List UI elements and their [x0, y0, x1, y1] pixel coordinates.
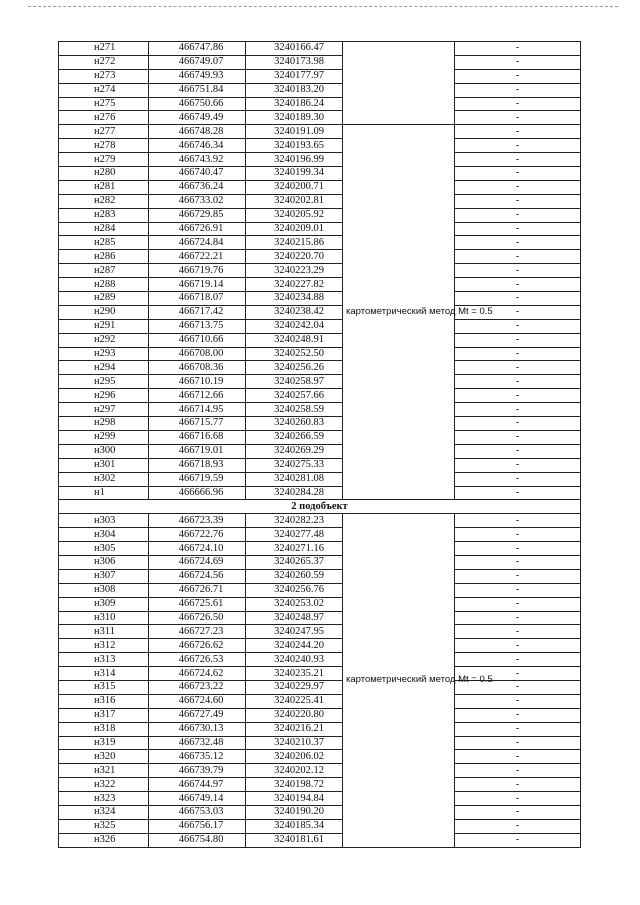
x-coordinate-cell: 466749.14 — [149, 792, 246, 806]
y-coordinate-cell: 3240209.01 — [246, 222, 343, 236]
note-dash-cell: - — [455, 708, 581, 722]
note-dash-cell: - — [455, 236, 581, 250]
point-id-cell: н282 — [59, 194, 149, 208]
x-coordinate-cell: 466750.66 — [149, 97, 246, 111]
x-coordinate-cell: 466754.80 — [149, 833, 246, 847]
x-coordinate-cell: 466724.10 — [149, 542, 246, 556]
point-id-cell: н306 — [59, 555, 149, 569]
table-row — [59, 792, 581, 806]
point-id-cell: н320 — [59, 750, 149, 764]
y-coordinate-cell: 3240191.09 — [246, 125, 343, 139]
point-id-cell: н312 — [59, 639, 149, 653]
note-dash-cell: - — [455, 180, 581, 194]
y-coordinate-cell: 3240253.02 — [246, 597, 343, 611]
point-id-cell: н324 — [59, 805, 149, 819]
point-id-cell: н299 — [59, 430, 149, 444]
method-cell-empty — [343, 42, 455, 125]
x-coordinate-cell: 466735.12 — [149, 750, 246, 764]
table-row — [59, 417, 581, 431]
y-coordinate-cell: 3240266.59 — [246, 430, 343, 444]
y-coordinate-cell: 3240277.48 — [246, 528, 343, 542]
table-row — [59, 111, 581, 125]
note-dash-cell: - — [455, 250, 581, 264]
table-row — [59, 403, 581, 417]
note-dash-cell: - — [455, 778, 581, 792]
x-coordinate-cell: 466748.28 — [149, 125, 246, 139]
note-dash-cell: - — [455, 153, 581, 167]
point-id-cell: н309 — [59, 597, 149, 611]
y-coordinate-cell: 3240234.88 — [246, 292, 343, 306]
y-coordinate-cell: 3240202.12 — [246, 764, 343, 778]
point-id-cell: н288 — [59, 278, 149, 292]
y-coordinate-cell: 3240200.71 — [246, 180, 343, 194]
table-row — [59, 153, 581, 167]
x-coordinate-cell: 466740.47 — [149, 167, 246, 181]
x-coordinate-cell: 466743.92 — [149, 153, 246, 167]
note-dash-cell: - — [455, 264, 581, 278]
method-cell: картометрический метод Mt = 0.5 — [343, 514, 455, 847]
y-coordinate-cell: 3240194.84 — [246, 792, 343, 806]
note-dash-cell: - — [455, 597, 581, 611]
y-coordinate-cell: 3240223.29 — [246, 264, 343, 278]
point-id-cell: н307 — [59, 569, 149, 583]
note-dash-cell: - — [455, 194, 581, 208]
x-coordinate-cell: 466724.84 — [149, 236, 246, 250]
table-row — [59, 528, 581, 542]
x-coordinate-cell: 466717.42 — [149, 305, 246, 319]
note-dash-cell: - — [455, 278, 581, 292]
point-id-cell: н292 — [59, 333, 149, 347]
y-coordinate-cell: 3240260.59 — [246, 569, 343, 583]
point-id-cell: н286 — [59, 250, 149, 264]
note-dash-cell: - — [455, 83, 581, 97]
x-coordinate-cell: 466713.75 — [149, 319, 246, 333]
table-row — [59, 55, 581, 69]
table-row — [59, 778, 581, 792]
note-dash-cell: - — [455, 805, 581, 819]
table-row — [59, 514, 581, 528]
note-dash-cell: - — [455, 222, 581, 236]
point-id-cell: н317 — [59, 708, 149, 722]
x-coordinate-cell: 466747.86 — [149, 42, 246, 56]
y-coordinate-cell: 3240190.20 — [246, 805, 343, 819]
point-id-cell: н322 — [59, 778, 149, 792]
subobject-title: 2 подобъект — [59, 500, 581, 514]
point-id-cell: н318 — [59, 722, 149, 736]
table-row — [59, 597, 581, 611]
point-id-cell: н305 — [59, 542, 149, 556]
note-dash-cell: - — [455, 97, 581, 111]
y-coordinate-cell: 3240244.20 — [246, 639, 343, 653]
y-coordinate-cell: 3240258.59 — [246, 403, 343, 417]
note-dash-cell: - — [455, 125, 581, 139]
table-row — [59, 750, 581, 764]
point-id-cell: н287 — [59, 264, 149, 278]
point-id-cell: н281 — [59, 180, 149, 194]
y-coordinate-cell: 3240210.37 — [246, 736, 343, 750]
y-coordinate-cell: 3240281.08 — [246, 472, 343, 486]
note-dash-cell: - — [455, 611, 581, 625]
note-dash-cell: - — [455, 722, 581, 736]
note-dash-cell: - — [455, 69, 581, 83]
note-dash-cell: - — [455, 625, 581, 639]
point-id-cell: н321 — [59, 764, 149, 778]
note-dash-cell: - — [455, 680, 581, 694]
x-coordinate-cell: 466753.03 — [149, 805, 246, 819]
x-coordinate-cell: 466719.01 — [149, 444, 246, 458]
note-dash-cell: - — [455, 833, 581, 847]
x-coordinate-cell: 466725.61 — [149, 597, 246, 611]
table-row — [59, 319, 581, 333]
note-dash-cell: - — [455, 486, 581, 500]
point-id-cell: н298 — [59, 417, 149, 431]
x-coordinate-cell: 466733.02 — [149, 194, 246, 208]
note-dash-cell: - — [455, 375, 581, 389]
y-coordinate-cell: 3240248.91 — [246, 333, 343, 347]
table-row — [59, 97, 581, 111]
note-dash-cell: - — [455, 792, 581, 806]
x-coordinate-cell: 466726.62 — [149, 639, 246, 653]
table-row — [59, 208, 581, 222]
point-id-cell: н1 — [59, 486, 149, 500]
table-row — [59, 458, 581, 472]
x-coordinate-cell: 466723.39 — [149, 514, 246, 528]
x-coordinate-cell: 466730.13 — [149, 722, 246, 736]
note-dash-cell: - — [455, 111, 581, 125]
point-id-cell: н273 — [59, 69, 149, 83]
y-coordinate-cell: 3240220.70 — [246, 250, 343, 264]
y-coordinate-cell: 3240193.65 — [246, 139, 343, 153]
x-coordinate-cell: 466729.85 — [149, 208, 246, 222]
point-id-cell: н279 — [59, 153, 149, 167]
point-id-cell: н295 — [59, 375, 149, 389]
note-dash-cell: - — [455, 208, 581, 222]
y-coordinate-cell: 3240183.20 — [246, 83, 343, 97]
table-row — [59, 819, 581, 833]
point-id-cell: н271 — [59, 42, 149, 56]
x-coordinate-cell: 466732.48 — [149, 736, 246, 750]
x-coordinate-cell: 466714.95 — [149, 403, 246, 417]
table-row — [59, 833, 581, 847]
table-row — [59, 236, 581, 250]
y-coordinate-cell: 3240173.98 — [246, 55, 343, 69]
point-id-cell: н291 — [59, 319, 149, 333]
point-id-cell: н316 — [59, 694, 149, 708]
method-cell: картометрический метод Mt = 0.5 — [343, 125, 455, 500]
note-dash-cell: - — [455, 403, 581, 417]
table-row — [59, 305, 581, 319]
x-coordinate-cell: 466666.96 — [149, 486, 246, 500]
note-dash-cell: - — [455, 472, 581, 486]
note-dash-cell: - — [455, 55, 581, 69]
point-id-cell: н284 — [59, 222, 149, 236]
point-id-cell: н296 — [59, 389, 149, 403]
y-coordinate-cell: 3240235.21 — [246, 667, 343, 681]
point-id-cell: н303 — [59, 514, 149, 528]
table-row — [59, 375, 581, 389]
table-row — [59, 180, 581, 194]
y-coordinate-cell: 3240198.72 — [246, 778, 343, 792]
x-coordinate-cell: 466749.49 — [149, 111, 246, 125]
y-coordinate-cell: 3240284.28 — [246, 486, 343, 500]
x-coordinate-cell: 466727.49 — [149, 708, 246, 722]
note-dash-cell: - — [455, 653, 581, 667]
note-dash-cell: - — [455, 389, 581, 403]
x-coordinate-cell: 466756.17 — [149, 819, 246, 833]
point-id-cell: н290 — [59, 305, 149, 319]
point-id-cell: н326 — [59, 833, 149, 847]
y-coordinate-cell: 3240248.97 — [246, 611, 343, 625]
table-row — [59, 139, 581, 153]
table-row — [59, 361, 581, 375]
point-id-cell: н297 — [59, 403, 149, 417]
x-coordinate-cell: 466727.23 — [149, 625, 246, 639]
x-coordinate-cell: 466708.36 — [149, 361, 246, 375]
x-coordinate-cell: 466744.97 — [149, 778, 246, 792]
x-coordinate-cell: 466724.62 — [149, 667, 246, 681]
coordinates-table — [58, 41, 581, 848]
y-coordinate-cell: 3240189.30 — [246, 111, 343, 125]
x-coordinate-cell: 466726.53 — [149, 653, 246, 667]
y-coordinate-cell: 3240185.34 — [246, 819, 343, 833]
table-row — [59, 694, 581, 708]
note-dash-cell: - — [455, 528, 581, 542]
table-row — [59, 69, 581, 83]
x-coordinate-cell: 466724.60 — [149, 694, 246, 708]
y-coordinate-cell: 3240252.50 — [246, 347, 343, 361]
y-coordinate-cell: 3240216.21 — [246, 722, 343, 736]
y-coordinate-cell: 3240181.61 — [246, 833, 343, 847]
table-row — [59, 167, 581, 181]
x-coordinate-cell: 466719.76 — [149, 264, 246, 278]
point-id-cell: н302 — [59, 472, 149, 486]
note-dash-cell: - — [455, 667, 581, 681]
note-dash-cell: - — [455, 292, 581, 306]
point-id-cell: н280 — [59, 167, 149, 181]
note-dash-cell: - — [455, 736, 581, 750]
x-coordinate-cell: 466718.93 — [149, 458, 246, 472]
y-coordinate-cell: 3240269.29 — [246, 444, 343, 458]
table-row — [59, 667, 581, 681]
point-id-cell: н276 — [59, 111, 149, 125]
point-id-cell: н325 — [59, 819, 149, 833]
x-coordinate-cell: 466719.14 — [149, 278, 246, 292]
x-coordinate-cell: 466749.07 — [149, 55, 246, 69]
note-dash-cell: - — [455, 167, 581, 181]
point-id-cell: н293 — [59, 347, 149, 361]
y-coordinate-cell: 3240215.86 — [246, 236, 343, 250]
page-top-rule — [28, 6, 618, 7]
x-coordinate-cell: 466708.00 — [149, 347, 246, 361]
point-id-cell: н285 — [59, 236, 149, 250]
note-dash-cell: - — [455, 583, 581, 597]
x-coordinate-cell: 466722.76 — [149, 528, 246, 542]
point-id-cell: н283 — [59, 208, 149, 222]
x-coordinate-cell: 466724.69 — [149, 555, 246, 569]
y-coordinate-cell: 3240227.82 — [246, 278, 343, 292]
x-coordinate-cell: 466710.19 — [149, 375, 246, 389]
table-row — [59, 278, 581, 292]
table-row — [59, 625, 581, 639]
y-coordinate-cell: 3240271.16 — [246, 542, 343, 556]
point-id-cell: н278 — [59, 139, 149, 153]
note-dash-cell: - — [455, 458, 581, 472]
y-coordinate-cell: 3240256.26 — [246, 361, 343, 375]
y-coordinate-cell: 3240166.47 — [246, 42, 343, 56]
x-coordinate-cell: 466723.22 — [149, 680, 246, 694]
x-coordinate-cell: 466724.56 — [149, 569, 246, 583]
point-id-cell: н274 — [59, 83, 149, 97]
x-coordinate-cell: 466718.07 — [149, 292, 246, 306]
table-row — [59, 194, 581, 208]
y-coordinate-cell: 3240186.24 — [246, 97, 343, 111]
point-id-cell: н300 — [59, 444, 149, 458]
y-coordinate-cell: 3240265.37 — [246, 555, 343, 569]
note-dash-cell: - — [455, 694, 581, 708]
point-id-cell: н304 — [59, 528, 149, 542]
y-coordinate-cell: 3240199.34 — [246, 167, 343, 181]
x-coordinate-cell: 466746.34 — [149, 139, 246, 153]
point-id-cell: н314 — [59, 667, 149, 681]
point-id-cell: н294 — [59, 361, 149, 375]
x-coordinate-cell: 466726.50 — [149, 611, 246, 625]
point-id-cell: н315 — [59, 680, 149, 694]
x-coordinate-cell: 466722.21 — [149, 250, 246, 264]
table-row — [59, 764, 581, 778]
table-row — [59, 125, 581, 139]
table-row — [59, 708, 581, 722]
y-coordinate-cell: 3240196.99 — [246, 153, 343, 167]
note-dash-cell: - — [455, 417, 581, 431]
note-dash-cell: - — [455, 305, 581, 319]
y-coordinate-cell: 3240247.95 — [246, 625, 343, 639]
table-row — [59, 555, 581, 569]
note-dash-cell: - — [455, 430, 581, 444]
y-coordinate-cell: 3240225.41 — [246, 694, 343, 708]
note-dash-cell: - — [455, 569, 581, 583]
note-dash-cell: - — [455, 333, 581, 347]
table-row — [59, 42, 581, 56]
table-row — [59, 805, 581, 819]
x-coordinate-cell: 466719.59 — [149, 472, 246, 486]
y-coordinate-cell: 3240229.97 — [246, 680, 343, 694]
point-id-cell: н310 — [59, 611, 149, 625]
note-dash-cell: - — [455, 444, 581, 458]
x-coordinate-cell: 466739.79 — [149, 764, 246, 778]
table-row — [59, 250, 581, 264]
note-dash-cell: - — [455, 347, 581, 361]
point-id-cell: н277 — [59, 125, 149, 139]
y-coordinate-cell: 3240275.33 — [246, 458, 343, 472]
y-coordinate-cell: 3240177.97 — [246, 69, 343, 83]
table-row — [59, 653, 581, 667]
y-coordinate-cell: 3240257.66 — [246, 389, 343, 403]
note-dash-cell: - — [455, 542, 581, 556]
note-dash-cell: - — [455, 639, 581, 653]
table-row — [59, 611, 581, 625]
table-row — [59, 222, 581, 236]
x-coordinate-cell: 466726.71 — [149, 583, 246, 597]
table-row — [59, 389, 581, 403]
x-coordinate-cell: 466710.66 — [149, 333, 246, 347]
subobject-header-row — [59, 500, 581, 514]
table-row — [59, 333, 581, 347]
table-row — [59, 639, 581, 653]
table-row — [59, 542, 581, 556]
y-coordinate-cell: 3240242.04 — [246, 319, 343, 333]
point-id-cell: н311 — [59, 625, 149, 639]
point-id-cell: н313 — [59, 653, 149, 667]
x-coordinate-cell: 466726.91 — [149, 222, 246, 236]
note-dash-cell: - — [455, 514, 581, 528]
x-coordinate-cell: 466712.66 — [149, 389, 246, 403]
point-id-cell: н289 — [59, 292, 149, 306]
note-dash-cell: - — [455, 139, 581, 153]
y-coordinate-cell: 3240240.93 — [246, 653, 343, 667]
x-coordinate-cell: 466749.93 — [149, 69, 246, 83]
y-coordinate-cell: 3240258.97 — [246, 375, 343, 389]
table-row — [59, 430, 581, 444]
y-coordinate-cell: 3240260.83 — [246, 417, 343, 431]
table-row — [59, 680, 581, 694]
table-row — [59, 736, 581, 750]
y-coordinate-cell: 3240205.92 — [246, 208, 343, 222]
y-coordinate-cell: 3240220.80 — [246, 708, 343, 722]
y-coordinate-cell: 3240202.81 — [246, 194, 343, 208]
note-dash-cell: - — [455, 764, 581, 778]
y-coordinate-cell: 3240282.23 — [246, 514, 343, 528]
note-dash-cell: - — [455, 819, 581, 833]
table-row — [59, 444, 581, 458]
table-row — [59, 264, 581, 278]
table-row — [59, 486, 581, 500]
point-id-cell: н323 — [59, 792, 149, 806]
table-row — [59, 83, 581, 97]
point-id-cell: н301 — [59, 458, 149, 472]
note-dash-cell: - — [455, 42, 581, 56]
table-row — [59, 292, 581, 306]
note-dash-cell: - — [455, 361, 581, 375]
x-coordinate-cell: 466736.24 — [149, 180, 246, 194]
note-dash-cell: - — [455, 319, 581, 333]
table-row — [59, 347, 581, 361]
point-id-cell: н272 — [59, 55, 149, 69]
table-row — [59, 722, 581, 736]
table-row — [59, 583, 581, 597]
x-coordinate-cell: 466716.68 — [149, 430, 246, 444]
point-id-cell: н308 — [59, 583, 149, 597]
y-coordinate-cell: 3240238.42 — [246, 305, 343, 319]
coordinates-table-body — [59, 42, 581, 848]
table-row — [59, 472, 581, 486]
table-row — [59, 569, 581, 583]
x-coordinate-cell: 466715.77 — [149, 417, 246, 431]
point-id-cell: н275 — [59, 97, 149, 111]
y-coordinate-cell: 3240256.76 — [246, 583, 343, 597]
note-dash-cell: - — [455, 750, 581, 764]
y-coordinate-cell: 3240206.02 — [246, 750, 343, 764]
point-id-cell: н319 — [59, 736, 149, 750]
x-coordinate-cell: 466751.84 — [149, 83, 246, 97]
note-dash-cell: - — [455, 555, 581, 569]
